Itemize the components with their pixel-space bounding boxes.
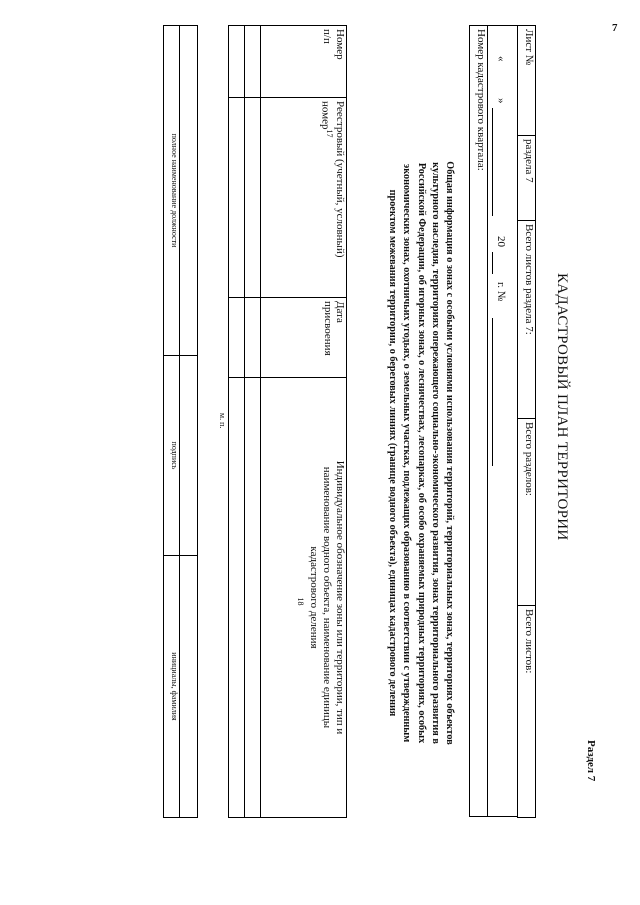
date-cell xyxy=(488,26,518,817)
general-info-line: Российской Федерации, об игорных зонах, о лесничествах, лесопарках, об особо охраняемых природных территориях, особых xyxy=(415,162,427,744)
cadastral-plan-sheet xyxy=(85,25,610,840)
signature-name-blank xyxy=(180,556,198,818)
col-num-line: п/п xyxy=(321,29,333,44)
col-registry-header xyxy=(261,98,347,298)
total-sheets-cell xyxy=(518,606,536,818)
signature-sign-blank xyxy=(180,356,198,556)
general-info xyxy=(385,103,456,803)
quarter-label: Номер кадастрового квартала: xyxy=(475,29,487,171)
sign-caption: подпись xyxy=(170,441,179,470)
header-grid xyxy=(517,25,536,818)
col-ident-header xyxy=(261,378,347,818)
sheet-no-label: Лист № xyxy=(523,29,535,66)
col-ident-footnote: 18 xyxy=(296,597,305,606)
name-caption-cell xyxy=(164,556,180,818)
position-caption-cell xyxy=(164,26,180,356)
section-heading: Раздел 7 xyxy=(585,740,597,782)
col-num-line: Номер xyxy=(334,29,346,60)
col-num-header xyxy=(261,26,347,98)
table-cell xyxy=(229,378,245,818)
table-row xyxy=(229,26,245,818)
table-cell xyxy=(229,98,245,298)
date-grid xyxy=(487,25,518,817)
total-sheets-section-cell xyxy=(518,221,536,419)
table-cell xyxy=(245,98,261,298)
col-ident-line: Индивидуальное обозначение зоны или территории, тип и xyxy=(334,460,346,735)
col-date-label: Дата присвоения xyxy=(322,301,346,356)
table-cell xyxy=(245,378,261,818)
signature-caption-row xyxy=(164,26,180,818)
total-sections-cell xyxy=(518,419,536,606)
page-number: 7 xyxy=(612,22,618,34)
date-close-quote: » xyxy=(495,98,507,104)
general-info-line: Общая информация о зонах с особыми условиями использования территорий, территориальных зонах, территориях объектов xyxy=(444,161,455,745)
section-7-label: раздела 7 xyxy=(523,139,535,183)
number-underline xyxy=(492,318,493,466)
col-ident-line: кадастрового деления xyxy=(308,546,320,649)
total-sheets-section-label: Всего листов раздела 7: xyxy=(523,224,535,335)
quarter-cell xyxy=(470,26,488,817)
col-registry-label: Реестровый (учетный, условный) номер xyxy=(319,101,346,258)
position-caption: полное наименование должности xyxy=(170,133,179,248)
table-cell xyxy=(229,298,245,378)
col-date-header xyxy=(261,298,347,378)
general-info-line: культурного наследия, территориях опережающего социально-экономического развития, зонах территориального развития в xyxy=(429,162,441,744)
table-header-row xyxy=(261,26,347,818)
total-sections-label: Всего разделов: xyxy=(523,422,535,496)
signature-blank-row xyxy=(180,26,198,818)
quarter-grid xyxy=(469,25,488,817)
signature-position-blank xyxy=(180,26,198,356)
stamp-label: м. п. xyxy=(218,413,227,429)
general-info-line: проектом межевания территории, о береговых линиях (границе водного объекта), единицах кадастрового деления xyxy=(387,189,399,717)
section-7-cell xyxy=(518,136,536,221)
col-registry-footnote: 17 xyxy=(325,129,334,138)
col-ident-line: наименование водного объекта, наименование единицы xyxy=(321,466,333,729)
table-cell xyxy=(245,26,261,98)
date-open-quote: « xyxy=(495,56,507,62)
month-underline xyxy=(492,108,493,216)
table-cell xyxy=(229,26,245,98)
total-sheets-label: Всего листов: xyxy=(523,609,535,674)
page-title: КАДАСТРОВЫЙ ПЛАН ТЕРРИТОРИИ xyxy=(554,273,570,541)
signature-grid xyxy=(163,25,198,818)
table-cell xyxy=(245,298,261,378)
zones-table xyxy=(228,25,347,818)
year-underline xyxy=(492,252,493,274)
general-info-line: экономических зонах, охотничьих угодьях, о земельных участках, подлежащих образованию в соответствии с утвержденным xyxy=(401,163,413,743)
name-caption: инициалы, фамилия xyxy=(170,652,179,721)
table-row xyxy=(245,26,261,818)
sheet-no-cell xyxy=(518,26,536,136)
sign-caption-cell xyxy=(164,356,180,556)
year-suffix: г. № xyxy=(495,282,507,302)
year-prefix: 20 xyxy=(495,236,507,247)
